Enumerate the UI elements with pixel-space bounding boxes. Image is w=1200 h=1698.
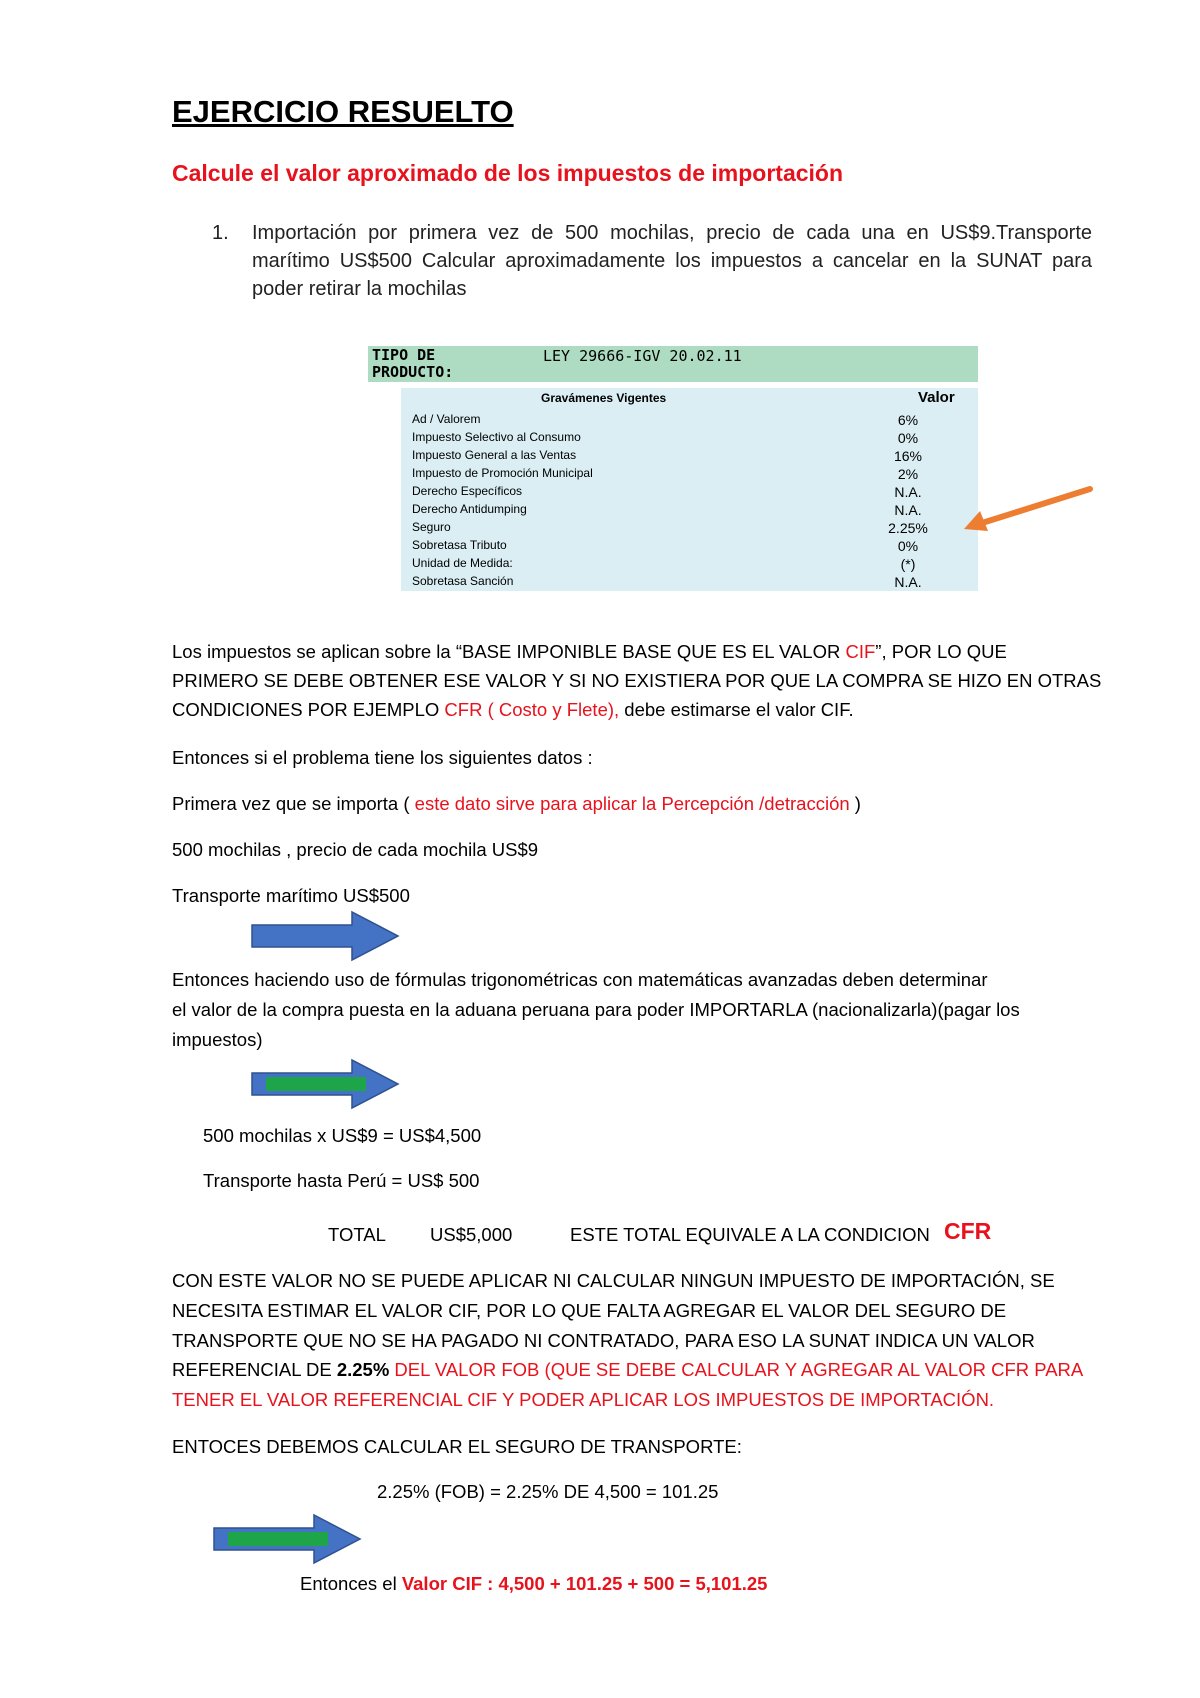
row-name: Impuesto Selectivo al Consumo bbox=[412, 430, 581, 444]
transport-line: Transporte marítimo US$500 bbox=[172, 885, 410, 906]
row-value: (*) bbox=[900, 556, 916, 572]
law-label: LEY 29666-IGV 20.02.11 bbox=[543, 347, 742, 365]
table-row bbox=[412, 556, 967, 574]
row-name: Unidad de Medida: bbox=[412, 556, 513, 570]
first-time-line: Primera vez que se importa ( este dato sirve para aplicar la Percepción /detracción ) bbox=[172, 793, 861, 814]
table-row bbox=[412, 502, 967, 520]
page-title: EJERCICIO RESUELTO bbox=[172, 94, 514, 129]
problem-item bbox=[212, 219, 1092, 303]
table-row bbox=[412, 466, 967, 484]
table-row bbox=[412, 538, 967, 556]
column-header-taxes: Gravámenes Vigentes bbox=[541, 391, 667, 405]
paragraph-line: impuestos) bbox=[172, 1029, 263, 1050]
calc-line-2: Transporte hasta Perú = US$ 500 bbox=[203, 1170, 480, 1191]
row-name: Sobretasa Sanción bbox=[412, 574, 514, 588]
paragraph-line: TENER EL VALOR REFERENCIAL CIF Y PODER APLICAR LOS IMPUESTOS DE IMPORTACIÓN. bbox=[172, 1389, 995, 1410]
paragraph-line: PRIMERO SE DEBE OBTENER ESE VALOR Y SI NO EXISTIERA POR QUE LA COMPRA SE HIZO EN OTRAS bbox=[172, 670, 1102, 691]
data-intro: Entonces si el problema tiene los siguientes datos : bbox=[172, 747, 593, 768]
blue-arrow-icon bbox=[250, 910, 400, 962]
total-label: TOTAL bbox=[328, 1224, 386, 1245]
subtitle: Calcule el valor aproximado de los impuestos de importación bbox=[172, 160, 844, 186]
cfr-label: CFR bbox=[944, 1218, 992, 1244]
row-value: N.A. bbox=[894, 502, 922, 518]
table-row bbox=[412, 430, 967, 448]
paragraph-line: Entonces haciendo uso de fórmulas trigonométricas con matemáticas avanzadas deben determinar bbox=[172, 969, 988, 990]
total-value: US$5,000 bbox=[430, 1224, 513, 1245]
row-value: 6% bbox=[897, 412, 919, 428]
final-line: Entonces el Valor CIF : 4,500 + 101.25 + 500 = 5,101.25 bbox=[300, 1573, 768, 1594]
paragraph-line: NECESITA ESTIMAR EL VALOR CIF, POR LO QUE FALTA AGREGAR EL VALOR DEL SEGURO DE bbox=[172, 1300, 1007, 1321]
table-row bbox=[412, 520, 967, 538]
column-header-value: Valor bbox=[918, 389, 955, 406]
paragraph-line: CON ESTE VALOR NO SE PUEDE APLICAR NI CALCULAR NINGUN IMPUESTO DE IMPORTACIÓN, SE bbox=[172, 1270, 1055, 1291]
paragraph-line: Los impuestos se aplican sobre la “BASE IMPONIBLE BASE QUE ES EL VALOR CIF”, POR LO QUE bbox=[172, 641, 1007, 662]
row-name: Impuesto de Promoción Municipal bbox=[412, 466, 593, 480]
table-row bbox=[412, 484, 967, 502]
row-name: Impuesto General a las Ventas bbox=[412, 448, 577, 462]
row-value: 2.25% bbox=[888, 520, 928, 536]
row-value: N.A. bbox=[894, 484, 922, 500]
row-name: Derecho Antidumping bbox=[412, 502, 527, 516]
table-row bbox=[412, 412, 967, 430]
table-row bbox=[412, 574, 967, 592]
paragraph-line: el valor de la compra puesta en la aduana peruana para poder IMPORTARLA (nacionalizarla)(pagar los bbox=[172, 999, 1020, 1020]
paragraph-line: REFERENCIAL DE 2.25% DEL VALOR FOB (QUE SE DEBE CALCULAR Y AGREGAR AL VALOR CFR PARA bbox=[172, 1359, 1084, 1380]
product-type-label: TIPO DE PRODUCTO: bbox=[372, 346, 454, 381]
problem-number: 1. bbox=[212, 222, 229, 244]
equiv-text: ESTE TOTAL EQUIVALE A LA CONDICION bbox=[570, 1224, 930, 1245]
row-value: 0% bbox=[897, 430, 919, 446]
insurance-intro: ENTOCES DEBEMOS CALCULAR EL SEGURO DE TRANSPORTE: bbox=[172, 1436, 742, 1457]
table-row bbox=[412, 448, 967, 466]
paragraph-line: CONDICIONES POR EJEMPLO CFR ( Costo y Flete), debe estimarse el valor CIF. bbox=[172, 699, 854, 720]
row-name: Ad / Valorem bbox=[412, 412, 481, 426]
orange-arrow-icon bbox=[960, 485, 1095, 535]
row-value: N.A. bbox=[894, 574, 922, 590]
price-line: 500 mochilas , precio de cada mochila US$9 bbox=[172, 839, 539, 860]
insurance-calc: 2.25% (FOB) = 2.25% DE 4,500 = 101.25 bbox=[377, 1481, 719, 1502]
calc-line-1: 500 mochilas x US$9 = US$4,500 bbox=[203, 1125, 482, 1146]
row-name: Seguro bbox=[412, 520, 451, 534]
row-value: 16% bbox=[893, 448, 923, 464]
tariff-table-header bbox=[368, 346, 978, 382]
tariff-table bbox=[401, 388, 978, 591]
row-name: Derecho Específicos bbox=[412, 484, 523, 498]
row-value: 2% bbox=[897, 466, 919, 482]
blue-green-arrow-icon bbox=[250, 1058, 400, 1110]
blue-green-arrow-icon bbox=[212, 1513, 362, 1565]
problem-text: Importación por primera vez de 500 mochilas, precio de cada una en US$9.Transporte marítimo US$500 Calcular aproximadamente los impuestos a cancelar en la SUNAT para poder retirar la mochilas bbox=[252, 222, 1092, 300]
row-name: Sobretasa Tributo bbox=[412, 538, 507, 552]
paragraph-line: TRANSPORTE QUE NO SE HA PAGADO NI CONTRATADO, PARA ESO LA SUNAT INDICA UN VALOR bbox=[172, 1330, 1035, 1351]
row-value: 0% bbox=[897, 538, 919, 554]
